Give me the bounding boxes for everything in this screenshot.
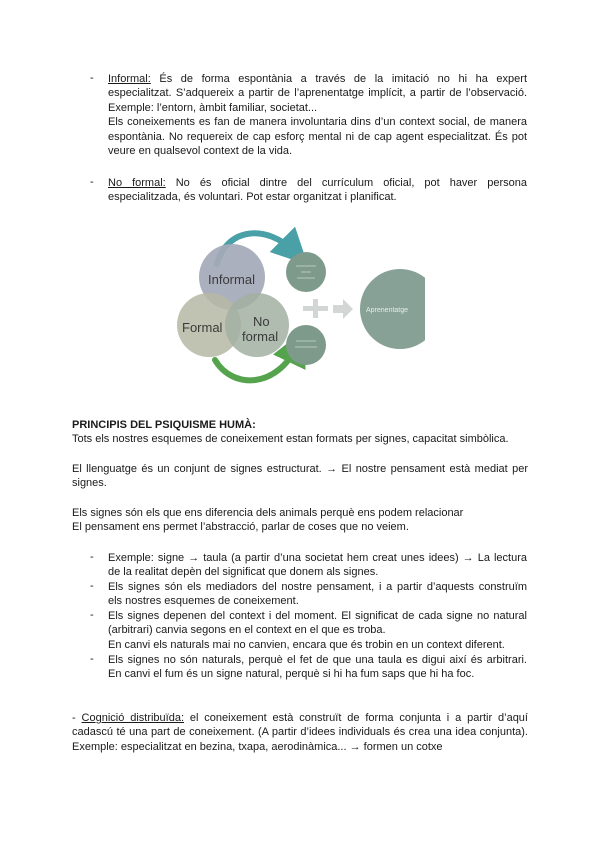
plus-icon [303, 299, 328, 318]
informal-paragraph [108, 72, 527, 158]
small-node-bottom [286, 325, 326, 365]
informal-line: Els coneixements es fan de manera involuntaria dins d’un context social, de manera [108, 116, 527, 129]
bullet-item [108, 609, 527, 652]
informal-line: espontània. No requereix de cap esforç mental ni de cap agent especialitzat. És pot [108, 130, 527, 143]
informal-line: Informal: És de forma espontània a través de la imitació no hi ha expert [108, 73, 527, 85]
informal-term: Informal: [108, 73, 151, 85]
formal-label: Formal [182, 320, 223, 335]
no-label: No [253, 314, 270, 329]
bullet-dash: - [90, 176, 94, 188]
paragraph-line: signes. [72, 477, 107, 490]
learning-types-diagram [175, 222, 425, 387]
bullet-line: En canvi el fum és un signe natural, perquè si hi ha fum saps que hi ha foc. [108, 668, 475, 681]
no-formal-line: especialitzada, és voluntari. Pot estar organitzat i planificat. [108, 191, 397, 204]
informal-line: veure en qualsevol context de la vida. [108, 145, 293, 158]
bullet-item [108, 551, 527, 580]
bullet-item [108, 653, 527, 682]
no-formal-paragraph [108, 176, 527, 205]
principis-paragraph-3 [72, 506, 528, 535]
bullet-line: Exemple: signe → taula (a partir d’una societat hem creat unes idees) → La lectura [108, 552, 527, 564]
no-formal-term: No formal: [108, 177, 166, 189]
bullet-dash: - [90, 653, 94, 665]
bullet-dash: - [90, 580, 94, 592]
bullet-line: de la realitat depèn del significat que donem als signes. [108, 566, 379, 579]
formal2-label: formal [242, 329, 279, 344]
no-formal-line: No formal: No és oficial dintre del currículum oficial, pot haver persona [108, 177, 527, 189]
bullet-dash: - [90, 72, 94, 84]
informal-line: especialitzat. S’adquereix a partir de l’aprenentatge implícit, a partir de l’observació. [108, 87, 527, 100]
result-label: Aprenentatge [366, 307, 409, 314]
principis-paragraph-1: Tots els nostres esquemes de coneixement estan formats per signes, capacitat simbòlica. [72, 433, 509, 446]
paragraph-line: El llenguatge és un conjunt de signes estructurat. → El nostre pensament està mediat per [72, 463, 528, 475]
bullet-line: (arbitrari) canvia segons en el context en el que es troba. [108, 624, 386, 637]
cognicio-line: Exemple: especialitzat en bezina, txapa, aerodinàmica... → formen un cotxe [72, 740, 443, 753]
bullet-line: Els signes depenen del context i del moment. El significat de cada signe no natural [108, 610, 527, 622]
informal-line: Exemple: l’entorn, àmbit familiar, societat... [108, 101, 318, 114]
informal-label: Informal [208, 272, 255, 287]
bullet-line: Els signes no són naturals, perquè el fet de que una taula es digui així és arbitrari. [108, 654, 527, 666]
paragraph-line: El pensament ens permet l’abstracció, parlar de coses que no veiem. [72, 521, 409, 534]
cognicio-line: - Cognició distribuïda: el coneixement està construït de forma conjunta i a partir d’aquí [72, 712, 528, 724]
bullet-line: Els signes són els mediadors del nostre pensament, i a partir d’aquests construïm [108, 581, 527, 593]
principis-section [72, 418, 528, 447]
section-heading: PRINCIPIS DEL PSIQUISME HUMÀ: [72, 419, 256, 431]
bullet-line: En canvi els naturals mai no canvien, encara que és trobin en un context diferent. [108, 638, 505, 651]
bullet-line: els nostres esquemes de coneixement. [108, 595, 299, 608]
bullet-dash: - [90, 609, 94, 621]
cognicio-term: Cognició distribuïda: [81, 712, 185, 724]
bullet-item [108, 580, 527, 609]
paragraph-line: Els signes són els que ens diferencia dels animals perquè ens podem relacionar [72, 507, 464, 519]
cognicio-paragraph [72, 711, 528, 754]
principis-paragraph-2 [72, 462, 528, 491]
bullet-dash: - [90, 551, 94, 563]
arrow-right-icon [333, 299, 353, 319]
cognicio-line: cadascú té una part de coneixement. (A partir d’idees individuals és crea una idea conjunta). [72, 726, 528, 739]
